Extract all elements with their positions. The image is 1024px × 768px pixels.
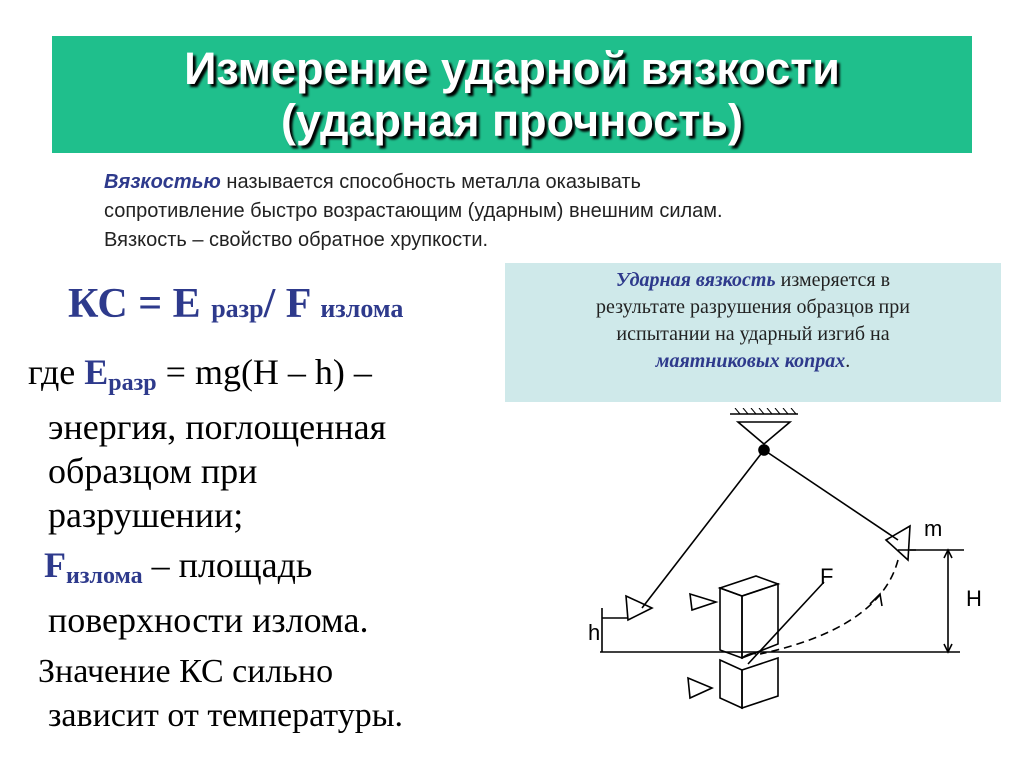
pendulum-tester-diagram — [580, 408, 1000, 728]
energy-equation: = mg(H – h) – — [156, 352, 372, 392]
note-line-2: зависит от температуры. — [48, 697, 404, 734]
info-line-2: результате разрушения образцов при — [596, 296, 910, 318]
label-m: m — [924, 516, 943, 541]
definition-line-1 — [104, 168, 924, 197]
definition-line-1-text: называется способность металла оказывать — [220, 171, 641, 193]
pendulum-arm-lowered — [642, 450, 764, 608]
label-H: H — [966, 586, 982, 611]
pivot-support — [738, 422, 790, 444]
formula-sub-izloma: излома — [320, 294, 404, 323]
energy-def-line-4: разрушении; — [48, 495, 244, 535]
label-F: F — [820, 564, 834, 589]
info-line-1-text: измеряется в — [775, 269, 891, 291]
title-line-1: Измерение ударной вязкости — [184, 42, 840, 94]
area-dash-text: – площадь — [142, 545, 313, 585]
info-line-3: испытании на ударный изгиб на — [616, 323, 890, 345]
formula-sub-razr: разр — [211, 294, 264, 323]
definition-term: Вязкостью — [104, 171, 221, 193]
specimen-front-right — [742, 584, 778, 658]
formula-mid: / F — [263, 281, 321, 327]
note-line-1: Значение КС сильно — [38, 653, 334, 690]
anvil-lower — [688, 678, 712, 698]
anvil-upper — [690, 594, 716, 610]
area-def-line-2: поверхности излома. — [48, 600, 369, 640]
specimen-front-left — [720, 588, 742, 658]
definition-line-3: Вязкость – свойство обратное хрупкости. — [104, 229, 489, 251]
energy-prefix: где — [28, 352, 85, 392]
energy-def-line-3: образцом при — [48, 451, 258, 491]
energy-subscript: разр — [108, 370, 157, 396]
impact-toughness-info-box — [505, 263, 1001, 402]
label-h: h — [588, 620, 601, 645]
area-subscript: излома — [66, 563, 143, 589]
definition-line-2: сопротивление быстро возрастающим (ударным) внешним силам. — [104, 200, 723, 222]
info-line-1 — [505, 267, 1001, 294]
info-line-4-end: . — [845, 350, 851, 372]
title-banner — [52, 36, 972, 153]
area-symbol: F — [44, 545, 66, 585]
info-term: Ударная вязкость — [615, 269, 776, 291]
support-hatching — [735, 408, 796, 414]
specimen-lower-right — [742, 658, 778, 708]
hammer-raised — [886, 526, 910, 560]
formula-explanation — [28, 350, 498, 738]
title-line-2: (ударная прочность) — [281, 94, 743, 146]
info-term-2: маятниковых копрах — [655, 350, 846, 372]
energy-def-line-2: энергия, поглощенная — [48, 407, 387, 447]
specimen-lower-left — [720, 660, 742, 708]
pendulum-arm-raised — [764, 450, 898, 540]
info-line-4 — [505, 348, 1001, 375]
energy-def-line-1 — [28, 350, 498, 405]
area-def-line-1 — [28, 543, 498, 598]
definition-paragraph — [104, 168, 924, 255]
energy-symbol: Е — [84, 352, 109, 392]
formula-lhs: КС = Е — [68, 281, 212, 327]
kc-formula — [68, 280, 403, 328]
